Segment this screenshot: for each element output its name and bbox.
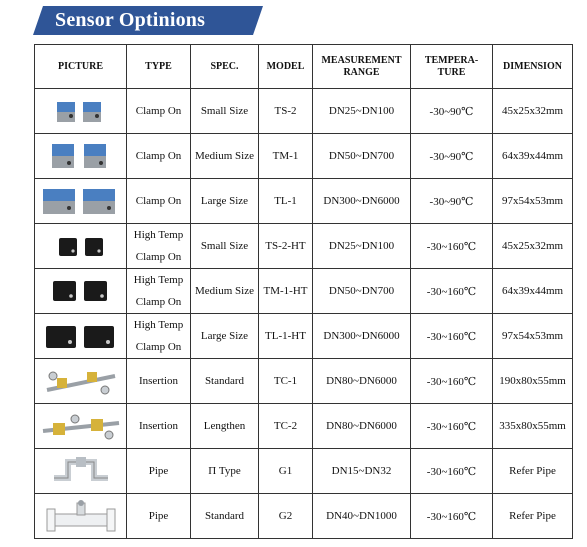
spec-cell: Medium Size xyxy=(191,134,259,179)
model-cell: TS-2-HT xyxy=(259,224,313,269)
header-type: TYPE xyxy=(127,45,191,89)
model-cell: G1 xyxy=(259,449,313,494)
header-temperature: TEMPERA- TURE xyxy=(411,45,493,89)
clamp-on-medium-sensor-icon xyxy=(35,138,126,174)
model-cell: TL-1 xyxy=(259,179,313,224)
spec-cell: Medium Size xyxy=(191,269,259,314)
dimension-cell: 335x80x55mm xyxy=(493,404,573,449)
type-cell: Clamp On xyxy=(127,89,191,134)
spec-cell: Large Size xyxy=(191,314,259,359)
dimension-cell: Refer Pipe xyxy=(493,494,573,539)
temperature-cell: -30~160℃ xyxy=(411,269,493,314)
table-row xyxy=(35,269,573,314)
picture-cell xyxy=(35,314,127,359)
model-cell: TM-1-HT xyxy=(259,269,313,314)
high-temp-medium-sensor-icon xyxy=(35,273,126,309)
spec-cell: Standard xyxy=(191,359,259,404)
header-dimension: DIMENSION xyxy=(493,45,573,89)
table-row xyxy=(35,494,573,539)
spec-cell: Large Size xyxy=(191,179,259,224)
range-cell: DN25~DN100 xyxy=(313,224,411,269)
header-measurement-range: MEASUREMENT RANGE xyxy=(313,45,411,89)
range-cell: DN15~DN32 xyxy=(313,449,411,494)
dimension-cell: Refer Pipe xyxy=(493,449,573,494)
picture-cell xyxy=(35,224,127,269)
temperature-cell: -30~90℃ xyxy=(411,134,493,179)
table-row xyxy=(35,134,573,179)
title-banner xyxy=(33,6,263,35)
table-row xyxy=(35,449,573,494)
table-row xyxy=(35,89,573,134)
type-cell: Clamp On xyxy=(127,134,191,179)
range-cell: DN50~DN700 xyxy=(313,134,411,179)
sensor-options-table xyxy=(34,44,573,539)
insertion-standard-sensor-icon xyxy=(35,364,126,398)
model-cell: G2 xyxy=(259,494,313,539)
range-cell: DN300~DN6000 xyxy=(313,314,411,359)
picture-cell xyxy=(35,404,127,449)
model-cell: TL-1-HT xyxy=(259,314,313,359)
type-cell: Clamp On xyxy=(127,179,191,224)
range-cell: DN25~DN100 xyxy=(313,89,411,134)
picture-cell xyxy=(35,269,127,314)
spec-cell: Lengthen xyxy=(191,404,259,449)
high-temp-small-sensor-icon xyxy=(35,229,126,263)
header-spec: SPEC. xyxy=(191,45,259,89)
picture-cell xyxy=(35,89,127,134)
range-cell: DN80~DN6000 xyxy=(313,359,411,404)
header-picture: PICTURE xyxy=(35,45,127,89)
range-cell: DN300~DN6000 xyxy=(313,179,411,224)
dimension-cell: 64x39x44mm xyxy=(493,134,573,179)
header-model: MODEL xyxy=(259,45,313,89)
range-cell: DN80~DN6000 xyxy=(313,404,411,449)
model-cell: TC-1 xyxy=(259,359,313,404)
temperature-cell: -30~160℃ xyxy=(411,494,493,539)
spec-cell: Standard xyxy=(191,494,259,539)
type-cell: Insertion xyxy=(127,359,191,404)
temperature-cell: -30~160℃ xyxy=(411,224,493,269)
table-row xyxy=(35,404,573,449)
table-row xyxy=(35,179,573,224)
pipe-standard-sensor-icon xyxy=(35,498,126,534)
type-cell: High Temp Clamp On xyxy=(127,224,191,269)
dimension-cell: 190x80x55mm xyxy=(493,359,573,404)
spec-cell: Π Type xyxy=(191,449,259,494)
spec-cell: Small Size xyxy=(191,89,259,134)
temperature-cell: -30~90℃ xyxy=(411,89,493,134)
temperature-cell: -30~160℃ xyxy=(411,449,493,494)
picture-cell xyxy=(35,134,127,179)
type-cell: Pipe xyxy=(127,494,191,539)
table-header-row xyxy=(35,45,573,89)
insertion-lengthen-sensor-icon xyxy=(35,409,126,443)
type-cell: Pipe xyxy=(127,449,191,494)
range-cell: DN50~DN700 xyxy=(313,269,411,314)
picture-cell xyxy=(35,179,127,224)
dimension-cell: 97x54x53mm xyxy=(493,314,573,359)
temperature-cell: -30~160℃ xyxy=(411,404,493,449)
temperature-cell: -30~160℃ xyxy=(411,359,493,404)
clamp-on-small-sensor-icon xyxy=(35,94,126,128)
clamp-on-large-sensor-icon xyxy=(35,183,126,219)
range-cell: DN40~DN1000 xyxy=(313,494,411,539)
model-cell: TC-2 xyxy=(259,404,313,449)
pipe-pi-type-sensor-icon xyxy=(35,454,126,488)
page-title: Sensor Optinions xyxy=(55,9,206,31)
temperature-cell: -30~90℃ xyxy=(411,179,493,224)
dimension-cell: 45x25x32mm xyxy=(493,224,573,269)
table-row xyxy=(35,224,573,269)
dimension-cell: 45x25x32mm xyxy=(493,89,573,134)
table-row xyxy=(35,359,573,404)
picture-cell xyxy=(35,359,127,404)
temperature-cell: -30~160℃ xyxy=(411,314,493,359)
high-temp-large-sensor-icon xyxy=(35,318,126,354)
model-cell: TS-2 xyxy=(259,89,313,134)
spec-cell: Small Size xyxy=(191,224,259,269)
table-row xyxy=(35,314,573,359)
type-cell: High Temp Clamp On xyxy=(127,269,191,314)
dimension-cell: 64x39x44mm xyxy=(493,269,573,314)
type-cell: High Temp Clamp On xyxy=(127,314,191,359)
type-cell: Insertion xyxy=(127,404,191,449)
model-cell: TM-1 xyxy=(259,134,313,179)
dimension-cell: 97x54x53mm xyxy=(493,179,573,224)
picture-cell xyxy=(35,449,127,494)
picture-cell xyxy=(35,494,127,539)
